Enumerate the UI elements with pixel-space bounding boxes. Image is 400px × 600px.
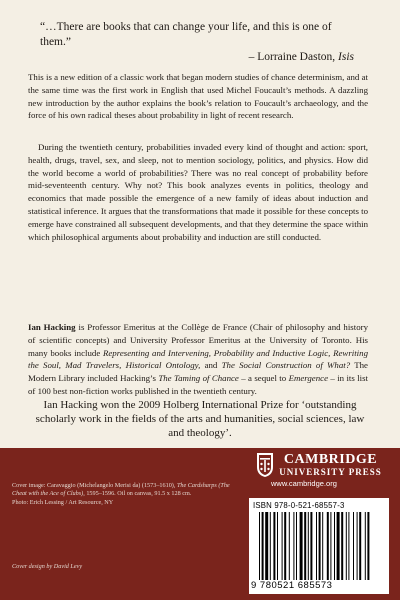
bio-text: – in its list of 100 best non-fiction works published in the twentieth century.	[28, 373, 368, 396]
bio-text: and	[200, 360, 222, 371]
publisher-logo	[249, 452, 389, 488]
quote-text: “…There are books that can change your life, and this is one of them.”	[40, 21, 332, 48]
bio-text: – a sequel to	[238, 373, 289, 384]
publisher-name: CAMBRIDGE	[283, 452, 378, 467]
publisher-wordmark	[279, 453, 381, 477]
bio-text: The Modern Library included Hacking’s	[28, 360, 368, 384]
isbn-number: ISBN 978-0-521-68557-3	[253, 501, 345, 510]
barcode-digits: 9 780521 685573	[251, 580, 333, 591]
bio-book-title: The Taming of Chance	[158, 373, 239, 384]
photo-credit: Photo: Erich Lessing / Art Resource, NY	[12, 498, 114, 506]
pull-quote	[40, 20, 356, 65]
bio-book-title: The Social Construction of What?	[221, 360, 351, 371]
author-bio	[28, 321, 368, 398]
publisher-subtitle: UNIVERSITY PRESS	[279, 467, 382, 477]
quote-attribution	[40, 50, 356, 65]
bio-book-title: Emergence	[288, 373, 329, 384]
bio-book-titles: Representing and Intervening, Probability and Inductive Logic, Rewriting the Soul, Mad Travelers, Historical Ontology,	[28, 347, 368, 371]
publisher-url: www.cambridge.org	[271, 479, 337, 488]
painting-title: The Cardsharps (The Cheat with the Ace of Clubs),	[12, 482, 230, 498]
quote-source: Isis	[338, 51, 354, 63]
description-paragraph-2: During the twentieth century, probabilities invaded every kind of thought and action: sport, health, drugs, travel, sex, and sleep, not to mention sociology, politics, and physics. How did the world become a world of probabilities? There was no real concept of probability before mid-seventeenth century. Why not? This book analyzes events in politics, theology and economics that made possible the emergence of a new family of ideas about induction and statistical inference. It argues that the transformations that made it possible for these concepts to emerge have constrained all subsequent developments, and that they determine the space within which philosophical arguments about probability and induction are still conducted.	[28, 142, 368, 242]
credit-text: Cover image: Caravaggio (Michelangelo Merisi da) (1573–1610),	[12, 482, 177, 489]
bio-text: is Professor Emeritus at the Collège de France (Chair of philosophy and history of scientific concepts) and University Professor Emeritus at the University of Toronto. His many books include	[28, 322, 368, 358]
prize-statement: Ian Hacking won the 2009 Holberg International Prize for ‘outstanding scholarly work in the fields of the arts and humanities, social sciences, law and theology’.	[35, 399, 365, 439]
barcode-label	[249, 498, 389, 594]
publisher-lockup	[249, 452, 389, 478]
quote-author: – Lorraine Daston,	[248, 51, 336, 63]
cover-image-credits	[12, 482, 232, 507]
author-name: Ian Hacking	[28, 322, 76, 332]
description-paragraph-1: This is a new edition of a classic work that began modern studies of chance determinism, and at the same time was the first work in English that used Michel Foucault’s methods. A dazzling new introduction by the author explains the book’s relation to Foucault’s archaeology, and the force of his own radical theses about probability in light of recent research.	[28, 72, 368, 121]
barcode-icon	[259, 512, 383, 580]
credit-text: 1595–1596. Oil on canvas, 91.5 x 128 cm.	[84, 490, 192, 498]
cambridge-crest-icon	[256, 452, 274, 478]
design-credit: Cover design by David Levy	[12, 563, 83, 570]
